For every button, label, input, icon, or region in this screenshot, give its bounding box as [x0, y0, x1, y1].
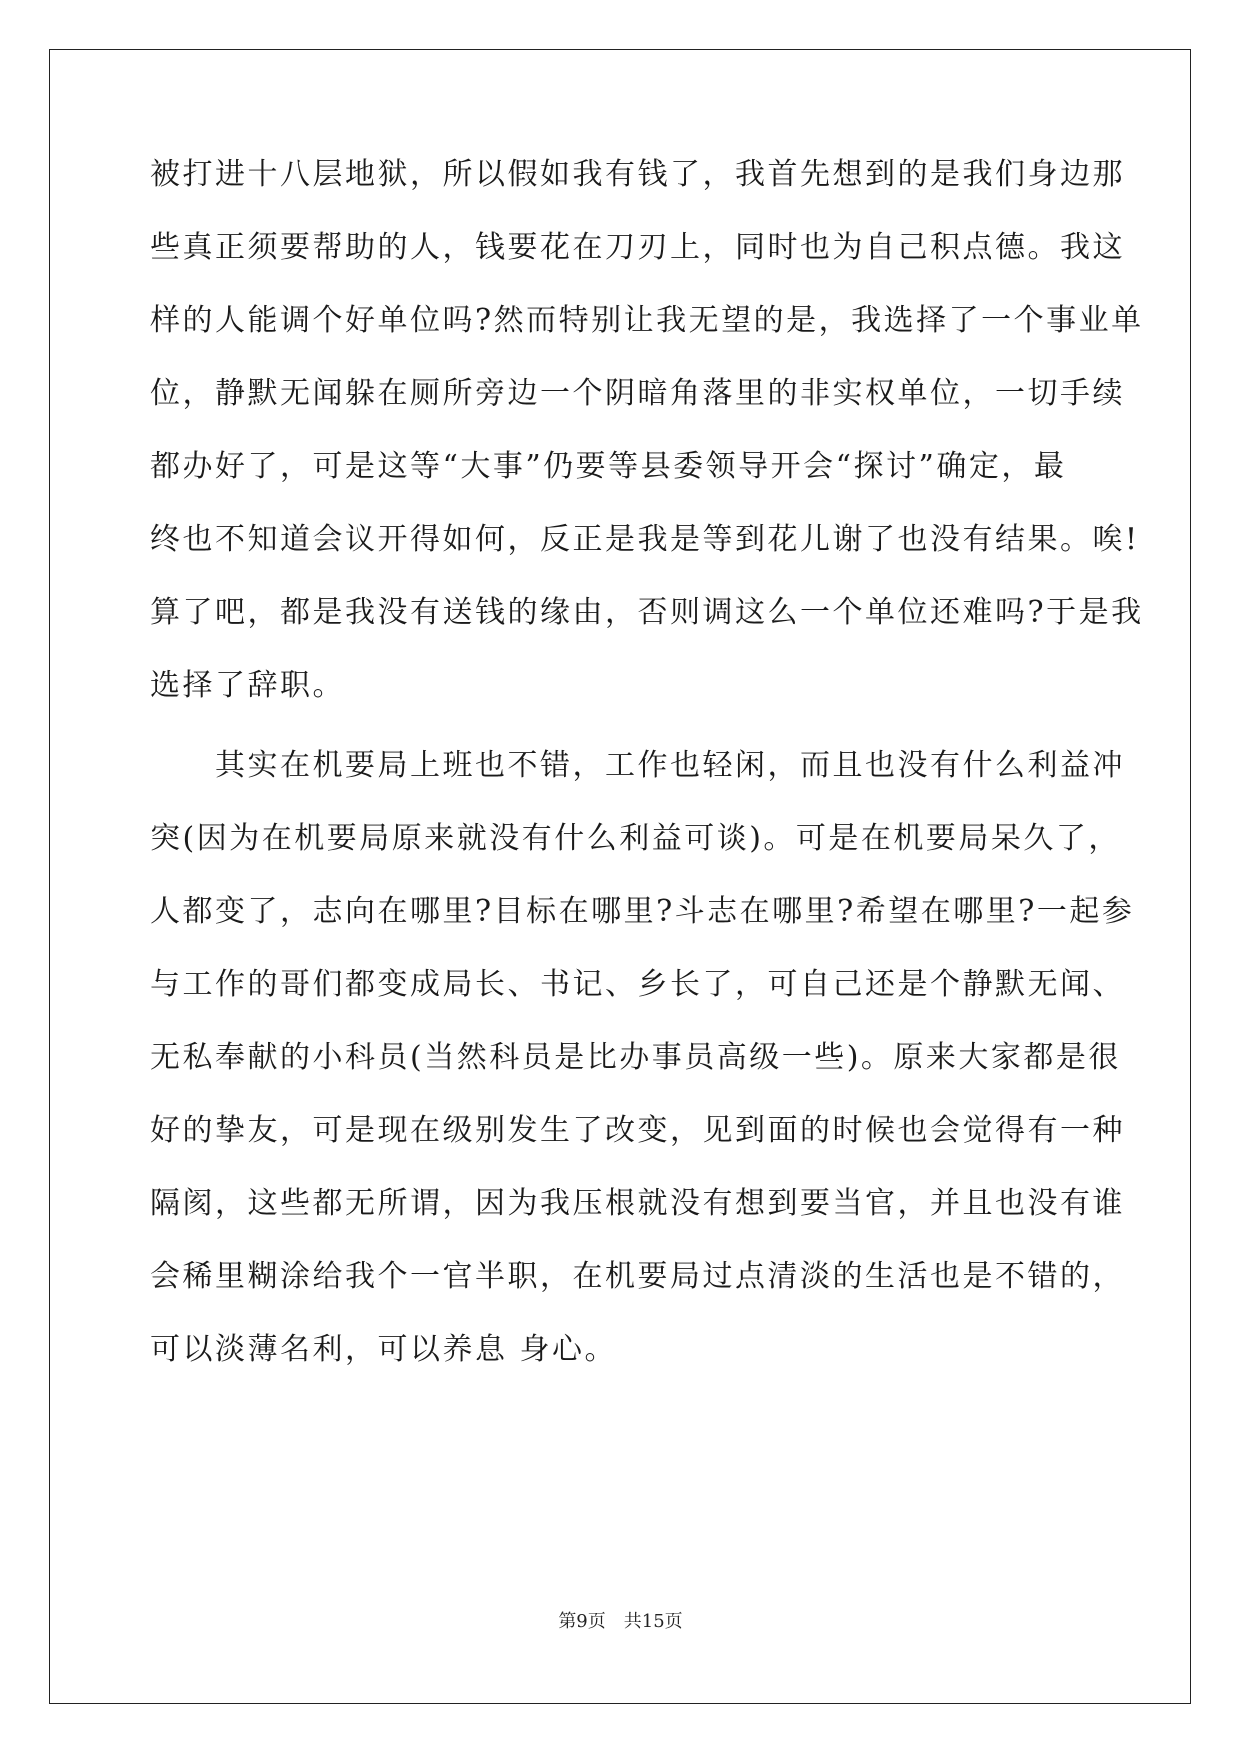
- text-line: 其实在机要局上班也不错，工作也轻闲，而且也没有什么利益冲: [150, 748, 1125, 783]
- text-line: 被打进十八层地狱，所以假如我有钱了，我首先想到的是我们身边那: [150, 157, 1125, 192]
- page-number: 第9页: [558, 1611, 606, 1632]
- text-line: 好的挚友，可是现在级别发生了改变，见到面的时候也会觉得有一种: [150, 1113, 1125, 1148]
- text-line: 样的人能调个好单位吗?然而特别让我无望的是，我选择了一个事业单: [150, 303, 1144, 338]
- text-line: 突(因为在机要局原来就没有什么利益可谈)。可是在机要局呆久了，: [150, 821, 1121, 856]
- text-line: 隔阂，这些都无所谓，因为我压根就没有想到要当官，并且也没有谁: [150, 1186, 1125, 1221]
- text-line: 算了吧，都是我没有送钱的缘由，否则调这么一个单位还难吗?于是我: [150, 595, 1144, 630]
- text-line: 无私奉献的小科员(当然科员是比办事员高级一些)。原来大家都是很: [150, 1040, 1121, 1075]
- text-line: 些真正须要帮助的人，钱要花在刀刃上，同时也为自己积点德。我这: [150, 230, 1125, 265]
- text-line: 都办好了，可是这等“大事”仍要等县委领导开会“探讨”确定，最: [150, 449, 1067, 484]
- page-total: 共15页: [623, 1611, 683, 1632]
- page-footer: [0, 1607, 1241, 1633]
- text-line: 可以淡薄名利，可以养息 身心。: [150, 1332, 618, 1367]
- page-border: [49, 49, 1191, 1704]
- text-line: 与工作的哥们都变成局长、书记、乡长了，可自己还是个静默无闻、: [150, 967, 1125, 1002]
- text-line: 会稀里糊涂给我个一官半职，在机要局过点清淡的生活也是不错的，: [150, 1259, 1125, 1294]
- text-line: 选择了辞职。: [150, 668, 345, 703]
- text-line: 终也不知道会议开得如何，反正是我是等到花儿谢了也没有结果。唉!: [150, 522, 1140, 557]
- text-line: 人都变了，志向在哪里?目标在哪里?斗志在哪里?希望在哪里?一起参: [150, 894, 1135, 929]
- text-line: 位，静默无闻躲在厕所旁边一个阴暗角落里的非实权单位，一切手续: [150, 376, 1125, 411]
